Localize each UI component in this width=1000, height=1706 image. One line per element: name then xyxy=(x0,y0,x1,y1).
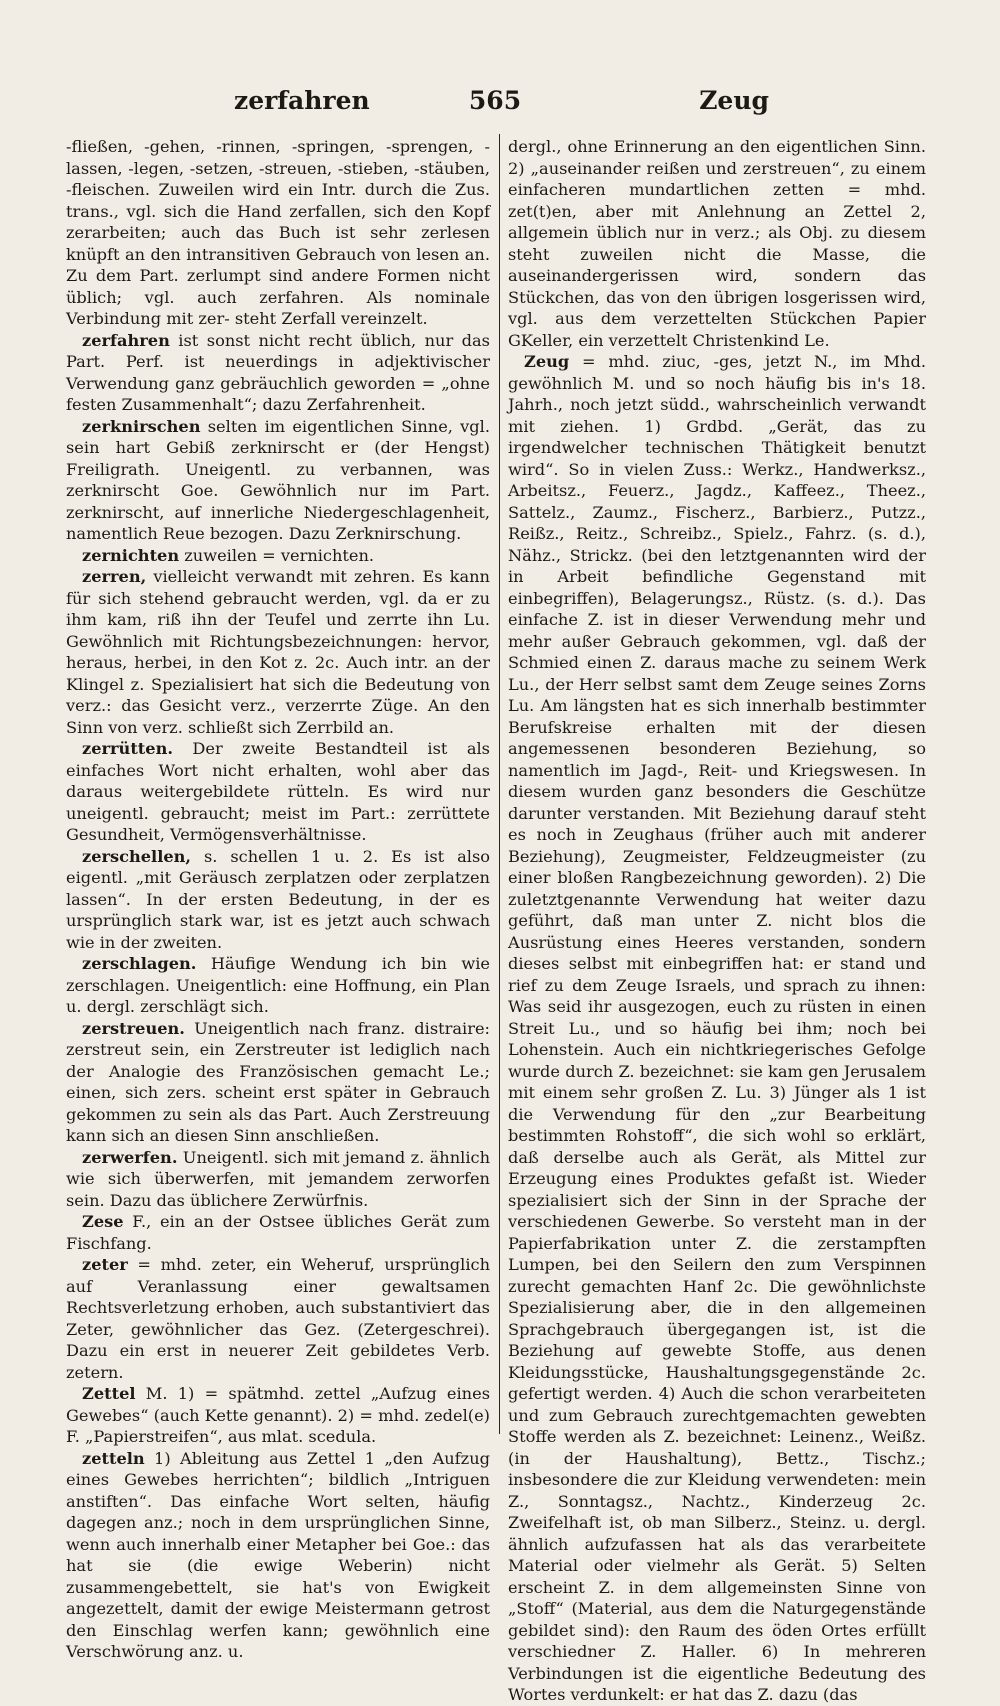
dictionary-entry xyxy=(66,738,490,846)
entry-text: M. 1) = spätmhd. zettel „Aufzug eines Gewebes“ (auch Kette genannt). 2) = mhd. zedel(e) F. „Papierstreifen“, aus mlat. scedula. xyxy=(66,1384,490,1446)
left-column xyxy=(66,136,490,1661)
dictionary-entry xyxy=(66,1254,490,1383)
entry-headword: zeter xyxy=(82,1255,128,1274)
entry-text: = mhd. ziuc, -ges, jetzt N., im Mhd. gewöhnlich M. und so noch häufig bis in's 18. Jahrh., noch jetzt südd., wahrscheinlich verwandt mit ziehen. 1) Grdbd. „Gerät, das zu irgendwelcher technischen Thätigkeit benutzt wird“. So in vielen Zuss.: Werkz., Handwerksz., Arbeitsz., Feuerz., Jagdz., Kaffeez., Theez., Sattelz., Zaumz., Fischerz., Barbierz., Putzz., Reißz., Reitz., Schreibz., Spielz., Fahrz. (s. d.), Nähz., Strickz. (bei den letztgenannten wird der in Arbeit befindliche Gegenstand mit einbegriffen), Belagerungsz., Rüstz. (s. d.). Das einfache Z. ist in dieser Verwendung mehr und mehr außer Gebrauch gekommen, vgl. daß der Schmied einen Z. daraus mache zu seinem Werk Lu., der Herr selbst samt dem Zeuge seines Zorns Lu. Am längsten hat es sich innerhalb bestimmter Berufskreise erhalten mit der diesen angemessenen besonderen Beziehung, so namentlich im Jagd-, Reit- und Kriegswesen. In diesem wurden ganz besonders die Geschütze darunter verstanden. Mit Beziehung darauf steht es noch in Zeughaus (früher auch mit anderer Beziehung), Zeugmeister, Feldzeugmeister (zu einer bloßen Rangbezeichnung geworden). 2) Die zuletztgenannte Verwendung hat weiter dazu geführt, daß man unter Z. nicht blos die Ausrüstung eines Heeres verstanden, sondern dieses selbst mit einbegriffen hat: er stand und rief zu dem Zeuge Israels, und sprach zu ihnen: Was seid ihr ausgezogen, euch zu rüsten in einen Streit Lu., und so häufig bei ihm; noch bei Lohenstein. Auch ein nichtkriegerisches Gefolge wurde durch Z. bezeichnet: sie kam gen Jerusalem mit einem sehr großen Z. Lu. 3) Jünger als 1 ist die Verwendung für den „zur Bearbeitung bestimmten Rohstoff“, die sich wohl so erklärt, daß derselbe auch als Gerät, als Mittel zur Erzeugung eines Produktes gefaßt ist. Wieder spezialisiert sich der Sinn in der Sprache der verschiedenen Gewerbe. So versteht man in der Papierfabrikation unter Z. die zerstampften Lumpen, bei den Seilern den zum Verspinnen zurecht gemachten Hanf 2c. Die gewöhnlichste Spezialisierung aber, die in den allgemeinen Sprachgebrauch übergegangen ist, ist die Beziehung auf gewebte Stoffe, aus denen Kleidungsstücke, Haushaltungsgegenstände 2c. gefertigt werden. 4) Auch die schon verarbeiteten und zum Gebrauch zurechtgemachten gewebten Stoffe werden als Z. bezeichnet: Leinenz., Weißz. (in der Haushaltung), Bettz., Tischz.; insbesondere die zur Kleidung verwendeten: mein Z., Sonntagsz., Nachtz., Kinderzeug 2c. Zweifelhaft ist, ob man Silberz., Steinz. u. dergl. ähnlich aufzufassen hat als das verarbeitete Material oder vielmehr als Gerät. 5) Selten erscheint Z. in dem allgemeinsten Sinne von „Stoff“ (Material, aus dem die Naturgegenstände gebildet sind): den Raum des öden Ortes erfüllt verschiedner Z. Haller. 6) In mehreren Verbindungen ist die eigentliche Bedeutung des Wortes verdunkelt: er hat das Z. dazu (das xyxy=(508,352,926,1704)
dictionary-entry xyxy=(66,1147,490,1212)
entry-headword: zerschellen, xyxy=(82,846,192,866)
entry-text: Uneigentlich nach franz. distraire: zerstreut sein, ein Zerstreuter ist lediglich nach der Analogie des Französischen gemacht Le.; einen, sich zers. scheint erst später in Gebrauch gekommen zu sein als das Part. Auch Zerstreuung kann sich an diesen Sinn anschließen. xyxy=(66,1018,490,1145)
dictionary-entry xyxy=(66,330,490,416)
entry-text: F., ein an der Ostsee übliches Gerät zum Fischfang. xyxy=(66,1212,490,1253)
entry-continuation xyxy=(508,136,926,351)
dictionary-entry xyxy=(66,416,490,545)
entry-headword: zerfahren xyxy=(82,330,170,350)
dictionary-entry xyxy=(66,566,490,738)
entry-text: Der zweite Bestandteil ist als einfaches Wort nicht erhalten, wohl aber das daraus weitergebildete rütteln. Es wird nur uneigentl. gebraucht; meist im Part.: zerrüttete Gesundheit, Vermögensverhältnisse. xyxy=(66,739,490,844)
entry-text: zuweilen = vernichten. xyxy=(179,545,375,565)
dictionary-entry xyxy=(66,953,490,1018)
entry-headword: zerknirschen xyxy=(82,416,201,436)
entry-text: Häufige Wendung ich bin wie zerschlagen. Uneigentlich: eine Hoffnung, ein Plan u. dergl. zerschlägt sich. xyxy=(66,954,490,1016)
entry-headword: zernichten xyxy=(82,545,180,565)
entry-headword: zerrütten. xyxy=(82,739,173,758)
entry-headword: zerwerfen. xyxy=(82,1147,178,1167)
entry-text: Uneigentl. sich mit jemand z. ähnlich wie sich überwerfen, mit jemandem zerworfen sein. Dazu das üblichere Zerwürfnis. xyxy=(66,1147,490,1210)
entry-text: s. schellen 1 u. 2. Es ist also eigentl. „mit Geräusch zerplatzen oder zerplatzen lassen“. In der ersten Bedeutung, in der es ursprünglich stark war, ist es jetzt auch schwach wie in der zweiten. xyxy=(66,846,490,952)
entry-headword: zerren, xyxy=(82,567,147,586)
page-header xyxy=(66,86,924,122)
page-number: 565 xyxy=(468,86,522,115)
entry-headword: zerstreuen. xyxy=(82,1018,185,1038)
right-column xyxy=(508,136,926,1704)
running-head-right: Zeug xyxy=(699,86,769,115)
entry-text: selten im eigentlichen Sinne, vgl. sein hart Gebiß zerknirscht er (der Hengst) Freiligrath. Uneigentl. zu verbannen, was zerknirscht Goe. Gewöhnlich nur im Part. zerknirscht, auf innerliche Niedergeschlagenheit, namentlich Reue bezogen. Dazu Zerknirschung. xyxy=(66,416,490,543)
entry-continuation xyxy=(66,136,490,330)
column-divider xyxy=(499,134,500,1434)
entry-headword: zerschlagen. xyxy=(82,954,197,973)
entry-text: = mhd. zeter, ein Weheruf, ursprünglich auf Veranlassung einer gewaltsamen Rechtsverletzung erhoben, auch substantiviert das Zeter, gewöhnlicher das Gez. (Zetergeschrei). Dazu ein erst in neuerer Zeit gebildetes Verb. zetern. xyxy=(66,1255,490,1382)
dictionary-entry xyxy=(66,1383,490,1448)
entry-headword: Zeug xyxy=(524,352,570,371)
dictionary-entry xyxy=(66,545,490,567)
entry-headword: zetteln xyxy=(82,1448,145,1468)
dictionary-entry xyxy=(66,1211,490,1254)
dictionary-entry xyxy=(66,1448,490,1663)
entry-text: vielleicht verwandt mit zehren. Es kann für sich stehend gebraucht werden, vgl. da er zu ihm kam, riß ihn der Teufel und zerrte ihn Lu. Gewöhnlich mit Richtungsbezeichnungen: hervor, heraus, herbei, in den Kot z. 2c. Auch intr. an der Klingel z. Spezialisiert hat sich die Bedeutung von verz.: das Gesicht verz., verzerrte Züge. An den Sinn von verz. schließt sich Zerrbild an. xyxy=(66,567,490,737)
entry-headword: Zettel xyxy=(82,1384,136,1403)
running-head-left: zerfahren xyxy=(234,86,370,115)
entry-text: dergl., ohne Erinnerung an den eigentlichen Sinn. 2) „auseinander reißen und zerstreuen“, zu einem einfacheren mundartlichen zetten = mhd. zet(t)en, aber mit Anlehnung an Zettel 2, allgemein üblich nur in verz.; als Obj. zu diesem steht zuweilen nicht die Masse, die auseinandergerissen wird, sondern das Stückchen, das von den übrigen losgerissen wird, vgl. aus dem verzettelten Stückchen Papier GKeller, ein verzettelt Christenkind Le. xyxy=(508,137,926,350)
entry-text: ist sonst nicht recht üblich, nur das Part. Perf. ist neuerdings in adjektivischer Verwendung ganz gebräuchlich geworden = „ohne festen Zusammenhalt“; dazu Zerfahrenheit. xyxy=(66,330,490,414)
entry-text: 1) Ableitung aus Zettel 1 „den Aufzug eines Gewebes herrichten“; bildlich „Intriguen anstiften“. Das einfache Wort selten, häufig dagegen anz.; noch in dem ursprünglichen Sinne, wenn auch innerhalb einer Metapher bei Goe.: das hat sie (die ewige Weberin) nicht zusammengebettelt, sie hat's von Ewigkeit angezettelt, damit der ewige Meistermann getrost den Einschlag werfen kann; gewöhnlich eine Verschwörung anz. u. xyxy=(66,1448,490,1661)
entry-text: -fließen, -gehen, -rinnen, -springen, -sprengen, -lassen, -legen, -setzen, -streuen, -stieben, -stäuben, -fleischen. Zuweilen wird ein Intr. durch die Zus. trans., vgl. sich die Hand zerfallen, sich den Kopf zerarbeiten; auch das Buch ist sehr zerlesen knüpft an den intransitiven Gebrauch von lesen an. Zu dem Part. zerlumpt sind andere Formen nicht üblich; vgl. auch zerfahren. Als nominale Verbindung mit zer- steht Zerfall vereinzelt. xyxy=(66,137,490,328)
entry-headword: Zese xyxy=(82,1212,124,1231)
dictionary-entry xyxy=(66,1018,490,1147)
dictionary-entry xyxy=(508,351,926,1706)
dictionary-entry xyxy=(66,846,490,954)
